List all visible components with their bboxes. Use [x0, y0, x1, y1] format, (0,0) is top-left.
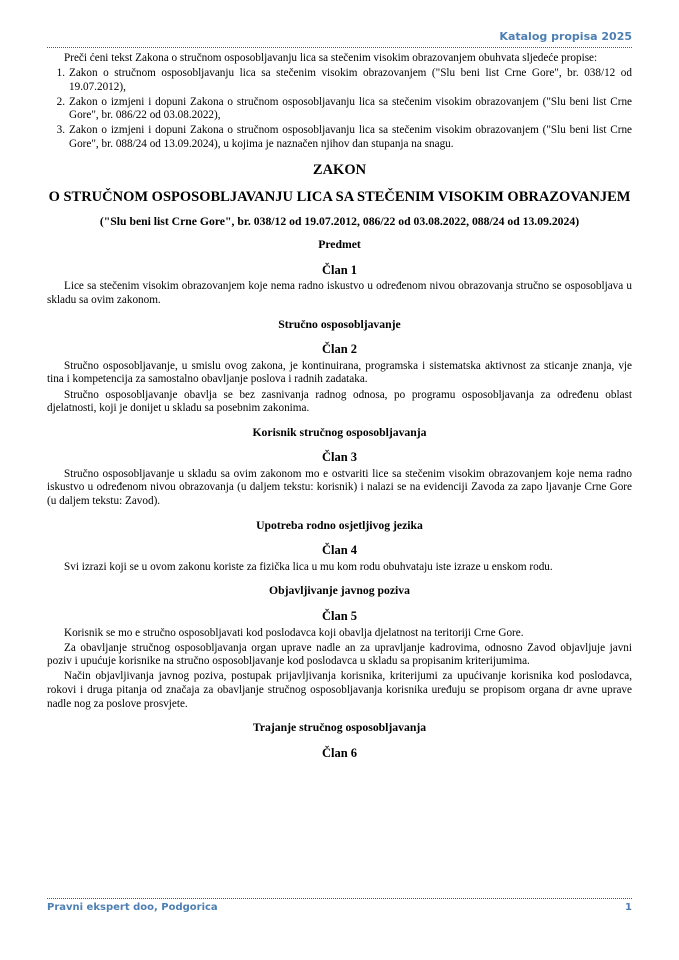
article-paragraph: Lice sa stečenim visokim obrazovanjem koje nema radno iskustvo u određenom nivou obrazovanja stručno se osposobljava u skladu sa ovim zakonom. [47, 280, 632, 307]
list-item [47, 96, 632, 123]
section-title: Stručno osposobljavanje [278, 317, 401, 331]
article-paragraph: Stručno osposobljavanje u skladu sa ovim zakonom mo e ostvariti lice sa stečenim visokim obrazovanjem koje nema radno iskustvo u određenom nivou obrazovanja (u daljem tekstu: korisnik) i nalazi se na evidenciji Zavoda za zapo ljavanje Crne Gore (u daljem tekstu: Zavod). [47, 467, 632, 508]
article-number: Član 5 [321, 609, 358, 624]
law-gazette: ("Slu beni list Crne Gore", br. 038/12 od 19.07.2012, 086/22 od 03.08.2022, 088/24 od 13.09.2024) [99, 214, 580, 228]
section-title: Predmet [318, 238, 361, 252]
page-number: 1 [625, 902, 632, 913]
article-number: Član 2 [321, 342, 358, 357]
article-paragraph: Za obavljanje stručnog osposobljavanja organ uprave nadle an za upravljanje kadrovima, odnosno Zavod objavljuje javni poziv i upućuje korisnike na stručno osposobljavanje kod poslodavca u skladu sa propisanim kriterijumima. [47, 641, 632, 668]
list-item-number: 3. [56, 124, 65, 137]
article-number: Član 4 [321, 543, 358, 558]
document-body [47, 52, 632, 763]
list-item-text: Zakon o izmjeni i dopuni Zakona o stručnom osposobljavanju lica sa stečenim visokim obrazovanjem ("Slu beni list Crne Gore", br. 086/22 od 03.08.2022), [69, 95, 632, 122]
page-header [47, 30, 632, 48]
list-item-number: 2. [56, 95, 65, 108]
intro-paragraph: Preči ćeni tekst Zakona o stručnom osposobljavanju lica sa stečenim visokim obrazovanjem obuhvata sljedeće propise: [64, 52, 598, 64]
header-title: Katalog propisa 2025 [499, 30, 632, 43]
article-paragraph: Način objavljivanja javnog poziva, postupak prijavljivanja korisnika, kriterijumi za upućivanje korisnika kod poslodavca, rokovi i druga pitanja od značaja za obavljanje stručnog osposobljavanja korisnika uređuju se propisom organa dr avne uprave nadle nog za poslove prosvjete. [47, 670, 632, 710]
list-item [47, 67, 632, 94]
section-title: Objavljivanje javnog poziva [269, 584, 410, 598]
section-title: Upotreba rodno osjetljivog jezika [256, 518, 423, 532]
list-item [47, 124, 632, 151]
law-title: O STRUČNOM OSPOSOBLJAVANJU LICA SA STEČENIM VISOKIM OBRAZOVANJEM [48, 188, 631, 205]
law-heading: ZAKON [312, 161, 367, 178]
list-item-number: 1. [56, 67, 65, 80]
list-item-text: Zakon o stručnom osposobljavanju lica sa stečenim visokim obrazovanjem ("Slu beni list Crne Gore", br. 038/12 od 19.07.2012), [69, 67, 632, 93]
article-paragraph: Svi izrazi koji se u ovom zakonu koriste za fizička lica u mu kom rodu obuhvataju iste izraze u enskom rodu. [64, 560, 553, 573]
page-footer [47, 898, 632, 913]
article-paragraph: Stručno osposobljavanje obavlja se bez zasnivanja radnog odnosa, po programu osposobljavanja za određenu oblast djelatnosti, koji je donijet u skladu sa posebnim zakonima. [47, 388, 632, 415]
article-paragraph: Stručno osposobljavanje, u smislu ovog zakona, je kontinuirana, programska i sistematska aktivnost za sticanje znanja, vje tina i kompetencija za samostalno obavljanje poslova i radnih zadataka. [47, 359, 632, 386]
article-number: Član 6 [321, 745, 358, 760]
article-paragraph: Korisnik se mo e stručno osposobljavati kod poslodavca koji obavlja djelatnost na teritoriji Crne Gore. [64, 626, 524, 639]
footer-publisher: Pravni ekspert doo, Podgorica [47, 902, 218, 913]
section-title: Trajanje stručnog osposobljavanja [252, 721, 427, 735]
article-number: Član 3 [321, 450, 358, 465]
list-item-text: Zakon o izmjeni i dopuni Zakona o stručnom osposobljavanju lica sa stečenim visokim obrazovanjem ("Slu beni list Crne Gore", br. 088/24 od 13.09.2024), u kojima je naznačen njihov dan stupanja na snagu. [69, 124, 632, 151]
section-title: Korisnik stručnog osposobljavanja [252, 425, 427, 439]
article-number: Član 1 [321, 262, 358, 277]
